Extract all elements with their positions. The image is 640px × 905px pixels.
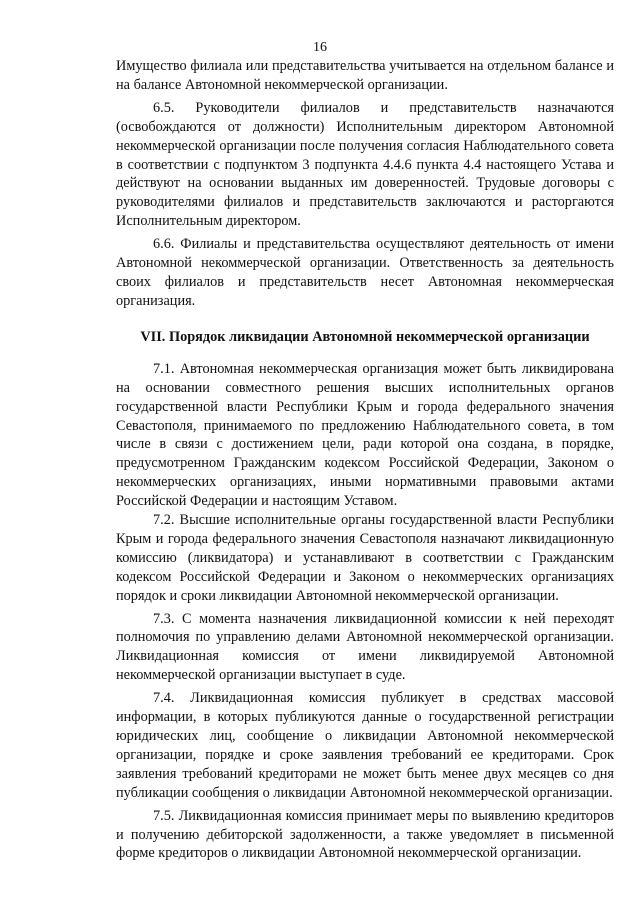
paragraph-7-3: 7.3. С момента назначения ликвидационной комиссии к ней переходят полномочия по управлению делами Автономной некоммерческой организации. Ликвидационная комиссия от имени ликвидируемой Автономной некоммерческой организации выступает в суде.	[116, 610, 614, 684]
section-heading-7: VII. Порядок ликвидации Автономной некоммерческой организации	[140, 328, 590, 345]
document-body	[116, 57, 614, 863]
paragraph-7-2: 7.2. Высшие исполнительные органы государственной власти Республики Крым и города федерального значения Севастополя назначают ликвидационную комиссию (ликвидатора) и устанавливают в соответствии с Гражданским кодексом Российской Федерации и Законом о некоммерческих организациях порядок и сроки ликвидации Автономной некоммерческой организации.	[116, 512, 614, 604]
paragraph-7-1: 7.1. Автономная некоммерческая организация может быть ликвидирована на основании совместного решения высших исполнительных органов государственной власти Республики Крым и города федерального значения Севастополя, принимаемого по предложению Наблюдательного совета, в том числе в связи с достижением цели, ради которой она создана, в порядке, предусмотренном Гражданским кодексом Российской Федерации, Законом о некоммерческих организациях, иными нормативными правовыми актами Российской Федерации и настоящим Уставом.	[116, 360, 614, 510]
paragraph-6-5: 6.5. Руководители филиалов и представительств назначаются (освобождаются от должности) Исполнительным директором Автономной некоммерческой организации после получения согласия Наблюдательного совета в соответствии с подпунктом 3 подпункта 4.4.6 пункта 4.4 настоящего Устава и действуют на основании выданных им доверенностей. Трудовые договоры с руководителями филиалов и представительств заключаются и расторгаются Исполнительным директором.	[116, 99, 614, 230]
paragraph-6-4-continued: Имущество филиала или представительства учитывается на отдельном балансе и на балансе Автономной некоммерческой организации.	[116, 58, 614, 93]
paragraph-7-5: 7.5. Ликвидационная комиссия принимает меры по выявлению кредиторов и получению дебиторской задолженности, а также уведомляет в письменной форме кредиторов о ликвидации Автономной некоммерческой организации.	[116, 807, 614, 862]
paragraph-6-6: 6.6. Филиалы и представительства осуществляют деятельность от имени Автономной некоммерческой организации. Ответственность за деятельность своих филиалов и представительств несет Автономная некоммерческая организация.	[116, 236, 614, 309]
page-number: 16	[313, 40, 327, 55]
paragraph-7-4: 7.4. Ликвидационная комиссия публикует в средствах массовой информации, в которых публикуются данные о государственной регистрации юридических лиц, сообщение о ликвидации Автономной некоммерческой организации, порядке и сроке заявления требований ее кредиторами. Срок заявления требований кредиторами не может быть менее двух месяцев со дня публикации сообщения о ликвидации Автономной некоммерческой организации.	[116, 690, 614, 801]
